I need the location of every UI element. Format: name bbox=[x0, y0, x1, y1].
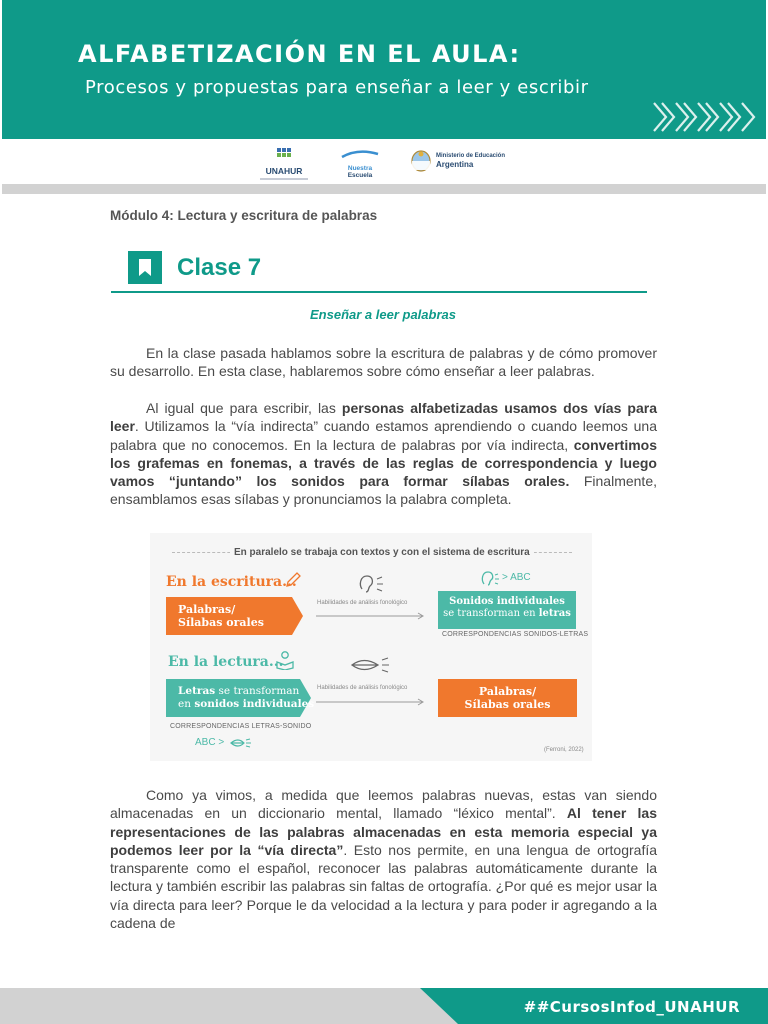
footer-bar bbox=[0, 988, 768, 1024]
text-run: . Esto nos permite, en una lengua de ortografía transparente como el español, reconocer las palabras automáticamente durante la lectura y también escribir las palabras sin faltas de ortografía. ¿Por qué es mejor usar la vía directa para leer? Porque le da velocidad a la lectura y para poder ir agregando a la cadena de bbox=[110, 841, 658, 932]
lectura-result-text bbox=[438, 685, 577, 711]
escuela-label: Escuela bbox=[347, 172, 373, 179]
abc-label: ABC bbox=[510, 572, 531, 583]
text-run: . Utilizamos la “vía indirecta” cuando estamos aprendiendo o cuando leemos una palabra que no conocemos. En la lectura de palabras por vía indirecta, bbox=[110, 418, 657, 453]
text-run: Finalmente, ensamblamos esas sílabas y pronunciamos la palabra completa. bbox=[110, 473, 657, 508]
abc-label: ABC bbox=[195, 737, 216, 748]
bold-run: personas alfabetizadas usamos dos vías para leer bbox=[110, 400, 657, 435]
nuestra-escuela-logo bbox=[340, 147, 380, 179]
lips-icon bbox=[350, 656, 392, 674]
unahur-logo bbox=[258, 147, 310, 180]
clase-title: Clase 7 bbox=[177, 254, 262, 281]
bold-run: convertimos los grafemas en fonemas, a través de las reglas de correspondencia y luego vamos “juntando” los sonidos para formar sílabas orales. bbox=[110, 436, 657, 490]
reading-writing-infographic bbox=[150, 533, 592, 761]
lectura-box-text bbox=[178, 685, 314, 711]
infographic-heading: En paralelo se trabaja con textos y con el sistema de escritura bbox=[230, 547, 534, 558]
escritura-box-line2: Sílabas orales bbox=[178, 616, 264, 629]
paragraph-intro-text: En la clase pasada hablamos sobre la escritura de palabras y de cómo promover su desarrollo. En esta clase, hablaremos sobre cómo enseñar a leer palabras. bbox=[110, 345, 657, 380]
lesson-title: Enseñar a leer palabras bbox=[310, 307, 456, 322]
nuestra-label: Nuestra bbox=[347, 165, 373, 172]
right-arrow-icon bbox=[316, 612, 426, 620]
escritura-box-line1: Palabras/ bbox=[178, 603, 236, 616]
module-heading: Módulo 4: Lectura y escritura de palabras bbox=[110, 208, 378, 223]
text-run: Al igual que para escribir, las bbox=[146, 400, 342, 416]
unahur-underline bbox=[260, 178, 308, 180]
logo-bar bbox=[0, 139, 768, 184]
paragraph-direct-route bbox=[110, 786, 657, 932]
lectura-result-line2: Sílabas orales bbox=[464, 698, 551, 711]
escritura-result-text bbox=[438, 596, 576, 620]
reader-icon bbox=[275, 650, 295, 670]
bold-run: sonidos individuales bbox=[194, 698, 315, 710]
course-title: ALFABETIZACIÓN EN EL AULA: bbox=[78, 40, 521, 68]
escritura-result-line1: Sonidos individuales bbox=[449, 596, 565, 607]
bookmark-icon bbox=[128, 251, 162, 284]
chevrons-decoration-icon bbox=[652, 100, 757, 134]
clase-badge bbox=[128, 251, 162, 284]
unahur-label: UNAHUR bbox=[265, 166, 303, 176]
bold-run: letras bbox=[538, 608, 571, 619]
course-subtitle: Procesos y propuestas para enseñar a leer y escribir bbox=[85, 77, 589, 98]
header-banner bbox=[2, 0, 766, 139]
escritura-skill-label: Habilidades de análisis fonológico bbox=[317, 600, 408, 606]
swoosh-icon bbox=[340, 150, 380, 160]
escritura-correspondence: CORRESPONDENCIAS SONIDOS-LETRAS bbox=[442, 631, 589, 638]
lectura-abc: ABC > bbox=[195, 737, 225, 748]
argentina-label: Argentina bbox=[436, 160, 474, 169]
infographic-citation: (Ferroni, 2022) bbox=[544, 747, 584, 753]
text-run: en bbox=[178, 698, 195, 710]
clase-divider bbox=[111, 291, 647, 293]
footer-hashtag: ##CursosInfod_UNAHUR bbox=[523, 998, 740, 1016]
escritura-box-text bbox=[178, 603, 264, 629]
lips-icon bbox=[230, 737, 252, 749]
text-run: se transforman bbox=[215, 685, 300, 697]
lectura-correspondence: CORRESPONDENCIAS LETRAS-SONIDO bbox=[170, 723, 312, 730]
lectura-skill-label: Habilidades de análisis fonológico bbox=[317, 685, 408, 691]
unahur-emblem-icon bbox=[258, 147, 310, 161]
ear-icon bbox=[480, 570, 500, 588]
text-run: se transforman en bbox=[443, 608, 539, 619]
lectura-label: En la lectura... bbox=[168, 654, 284, 670]
ministerio-label: Ministerio de Educación bbox=[436, 153, 506, 159]
ear-icon bbox=[357, 573, 385, 595]
bold-run: Al tener las representaciones de las palabras almacenadas en esta memoria especial ya podemos leer por la “vía directa” bbox=[110, 805, 657, 858]
argentina-shield-icon bbox=[410, 150, 432, 172]
bold-run: Letras bbox=[178, 685, 216, 697]
paragraph-two-routes bbox=[110, 399, 657, 509]
paragraph-intro bbox=[110, 344, 657, 381]
pencil-icon bbox=[284, 571, 302, 589]
escritura-label: En la escritura... bbox=[166, 574, 297, 590]
lectura-result-line1: Palabras/ bbox=[478, 685, 537, 698]
right-arrow-icon bbox=[316, 698, 426, 706]
escritura-abc: > ABC bbox=[502, 572, 531, 583]
text-run: Como ya vimos, a medida que leemos palabras nuevas, estas van siendo almacenadas en un diccionario mental, llamado “léxico mental”. bbox=[110, 787, 657, 822]
separator-bar bbox=[2, 184, 766, 194]
